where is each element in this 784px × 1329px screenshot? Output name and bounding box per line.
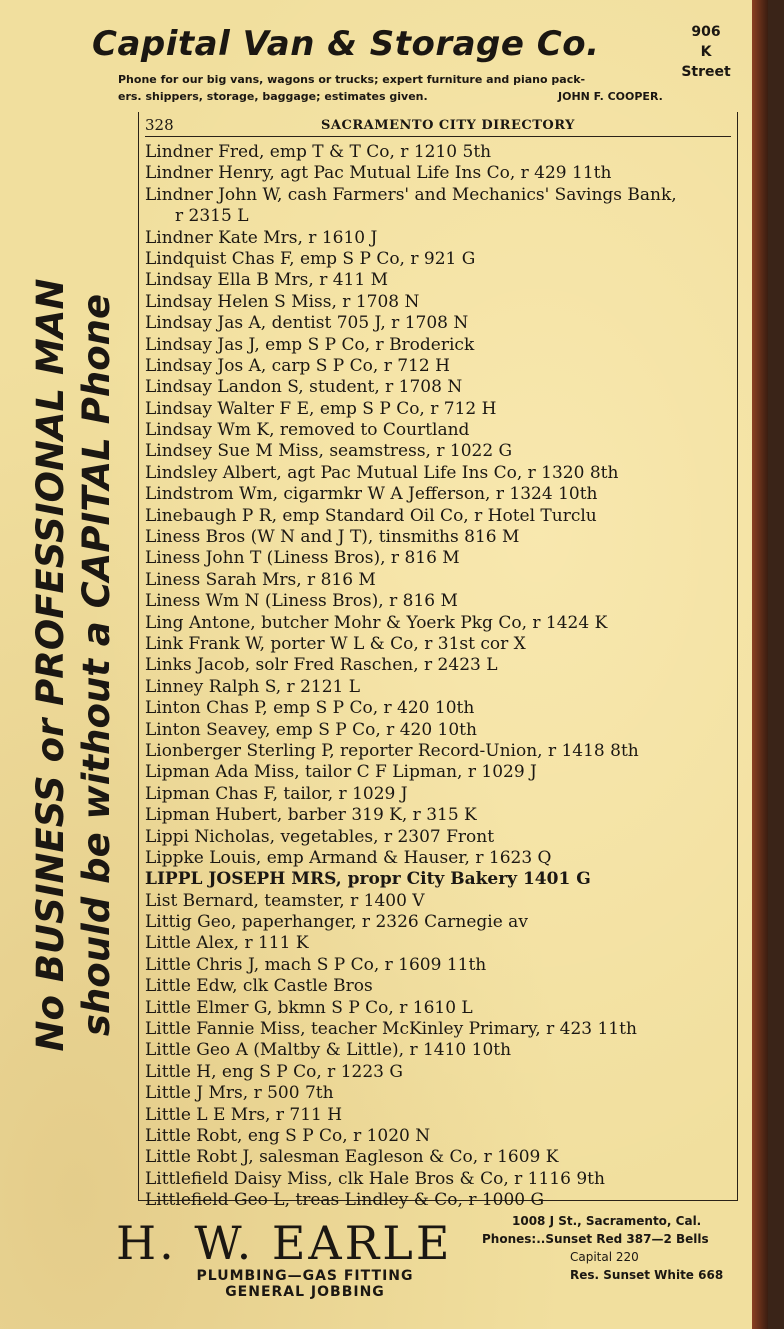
footer-contact bbox=[482, 1212, 752, 1284]
directory-entry: Lionberger Sterling P, reporter Record-Union, r 1418 8th bbox=[145, 740, 639, 761]
directory-entry: Littlefield Daisy Miss, clk Hale Bros & Co, r 1116 9th bbox=[145, 1168, 605, 1189]
header-company-name: Capital Van & Storage Co. bbox=[92, 24, 600, 64]
directory-entry: Little Edw, clk Castle Bros bbox=[145, 976, 373, 997]
directory-entry: Little J Mrs, r 500 7th bbox=[145, 1083, 334, 1104]
directory-entry: Liness Bros (W N and J T), tinsmiths 816 M bbox=[145, 527, 520, 548]
footer-residence-phone: Res. Sunset White 668 bbox=[570, 1268, 724, 1282]
directory-entry: Lindner John W, cash Farmers' and Mechanics' Savings Bank, bbox=[145, 184, 677, 205]
directory-entry: List Bernard, teamster, r 1400 V bbox=[145, 890, 425, 911]
directory-entry: Lindsay Ella B Mrs, r 411 M bbox=[145, 270, 388, 291]
directory-entry: Liness Sarah Mrs, r 816 M bbox=[145, 569, 376, 590]
directory-entry: Lindsley Albert, agt Pac Mutual Life Ins Co, r 1320 8th bbox=[145, 462, 619, 483]
directory-entry: Lindsay Helen S Miss, r 1708 N bbox=[145, 291, 420, 312]
directory-entry: Little Alex, r 111 K bbox=[145, 933, 309, 954]
footer-services bbox=[176, 1268, 434, 1300]
page-header bbox=[145, 114, 731, 137]
directory-entry: Liness John T (Liness Bros), r 816 M bbox=[145, 548, 460, 569]
header-proprietor: JOHN F. COOPER. bbox=[558, 90, 663, 103]
directory-entry: Lindsay Wm K, removed to Courtland bbox=[145, 420, 470, 441]
directory-entries bbox=[145, 142, 735, 1212]
sidebar-advert bbox=[10, 120, 138, 1210]
footer-advert bbox=[0, 1206, 768, 1329]
footer-phones: Phones:..Sunset Red 387—2 Bells bbox=[482, 1232, 709, 1246]
directory-entry: Lindquist Chas F, emp S P Co, r 921 G bbox=[145, 248, 476, 269]
directory-entry: Lindsay Jas J, emp S P Co, r Broderick bbox=[145, 334, 475, 355]
page-number: 328 bbox=[145, 116, 174, 134]
directory-entry: Littlefield Geo L, treas Lindley & Co, r 1000 G bbox=[145, 1190, 545, 1211]
directory-entry: r 2315 L bbox=[175, 206, 249, 227]
directory-entry: Linton Chas P, emp S P Co, r 420 10th bbox=[145, 698, 475, 719]
directory-entry: Little Fannie Miss, teacher McKinley Primary, r 423 11th bbox=[145, 1019, 637, 1040]
directory-entry: LIPPL JOSEPH MRS, propr City Bakery 1401 G bbox=[145, 869, 591, 890]
footer-address: 1008 J St., Sacramento, Cal. bbox=[512, 1214, 702, 1228]
sidebar-line-2: should be without a CAPITAL Phone bbox=[75, 293, 118, 1037]
directory-entry: Little Elmer G, bkmn S P Co, r 1610 L bbox=[145, 997, 473, 1018]
header-address-street: K Street bbox=[681, 44, 731, 80]
directory-entry: Little Geo A (Maltby & Little), r 1410 10th bbox=[145, 1040, 512, 1061]
directory-entry: Lippke Louis, emp Armand & Hauser, r 1623 Q bbox=[145, 847, 552, 868]
directory-entry: Lindstrom Wm, cigarmkr W A Jefferson, r 1324 10th bbox=[145, 484, 598, 505]
directory-entry: Lipman Ada Miss, tailor C F Lipman, r 1029 J bbox=[145, 762, 537, 783]
directory-entry: Links Jacob, solr Fred Raschen, r 2423 L bbox=[145, 655, 498, 676]
directory-entry: Little L E Mrs, r 711 H bbox=[145, 1104, 343, 1125]
footer-capital-phone: Capital 220 bbox=[570, 1250, 639, 1264]
header-subline-1: Phone for our big vans, wagons or trucks; expert furniture and piano pack- bbox=[118, 73, 586, 86]
directory-entry: Linebaugh P R, emp Standard Oil Co, r Hotel Turclu bbox=[145, 505, 597, 526]
directory-entry: Lindsay Landon S, student, r 1708 N bbox=[145, 377, 463, 398]
page-title: SACRAMENTO CITY DIRECTORY bbox=[321, 118, 575, 133]
directory-entry: Lipman Hubert, barber 319 K, r 315 K bbox=[145, 805, 477, 826]
directory-entry: Link Frank W, porter W L & Co, r 31st cor X bbox=[145, 633, 526, 654]
directory-entry: Ling Antone, butcher Mohr & Yoerk Pkg Co, r 1424 K bbox=[145, 612, 608, 633]
directory-entry: Little Chris J, mach S P Co, r 1609 11th bbox=[145, 954, 487, 975]
directory-entry: Little Robt J, salesman Eagleson & Co, r 1609 K bbox=[145, 1147, 559, 1168]
header-subline-2: ers. shippers, storage, baggage; estimates given. bbox=[118, 90, 428, 103]
directory-box bbox=[138, 112, 738, 1211]
directory-entry: Linney Ralph S, r 2121 L bbox=[145, 676, 361, 697]
directory-entry: Little Robt, eng S P Co, r 1020 N bbox=[145, 1125, 431, 1146]
directory-entry: Lindsay Walter F E, emp S P Co, r 712 H bbox=[145, 398, 497, 419]
directory-entry: Lindsay Jos A, carp S P Co, r 712 H bbox=[145, 355, 450, 376]
directory-entry: Lindsey Sue M Miss, seamstress, r 1022 G bbox=[145, 441, 513, 462]
directory-entry: Linton Seavey, emp S P Co, r 420 10th bbox=[145, 719, 477, 740]
directory-entry: Lindsay Jas A, dentist 705 J, r 1708 N bbox=[145, 313, 469, 334]
sidebar-line-1: No BUSINESS or PROFESSIONAL MAN bbox=[29, 278, 72, 1052]
directory-entry: Lipman Chas F, tailor, r 1029 J bbox=[145, 783, 408, 804]
header-address-number: 906 bbox=[691, 24, 721, 40]
directory-entry: Lindner Fred, emp T & T Co, r 1210 5th bbox=[145, 142, 492, 162]
footer-business-name: H. W. EARLE bbox=[116, 1216, 453, 1270]
directory-entry: Liness Wm N (Liness Bros), r 816 M bbox=[145, 591, 458, 612]
footer-service-2: GENERAL JOBBING bbox=[225, 1284, 385, 1300]
footer-service-1: PLUMBING—GAS FITTING bbox=[196, 1268, 414, 1284]
sidebar-text bbox=[28, 279, 120, 1052]
directory-entry: Little H, eng S P Co, r 1223 G bbox=[145, 1061, 403, 1082]
book-spine bbox=[752, 0, 768, 1329]
directory-entry: Lindner Henry, agt Pac Mutual Life Ins Co, r 429 11th bbox=[145, 163, 612, 184]
header-subtext bbox=[118, 71, 748, 105]
directory-entry: Littig Geo, paperhanger, r 2326 Carnegie av bbox=[145, 912, 528, 933]
directory-entry: Lippi Nicholas, vegetables, r 2307 Front bbox=[145, 826, 495, 847]
directory-entry: Lindner Kate Mrs, r 1610 J bbox=[145, 227, 378, 248]
